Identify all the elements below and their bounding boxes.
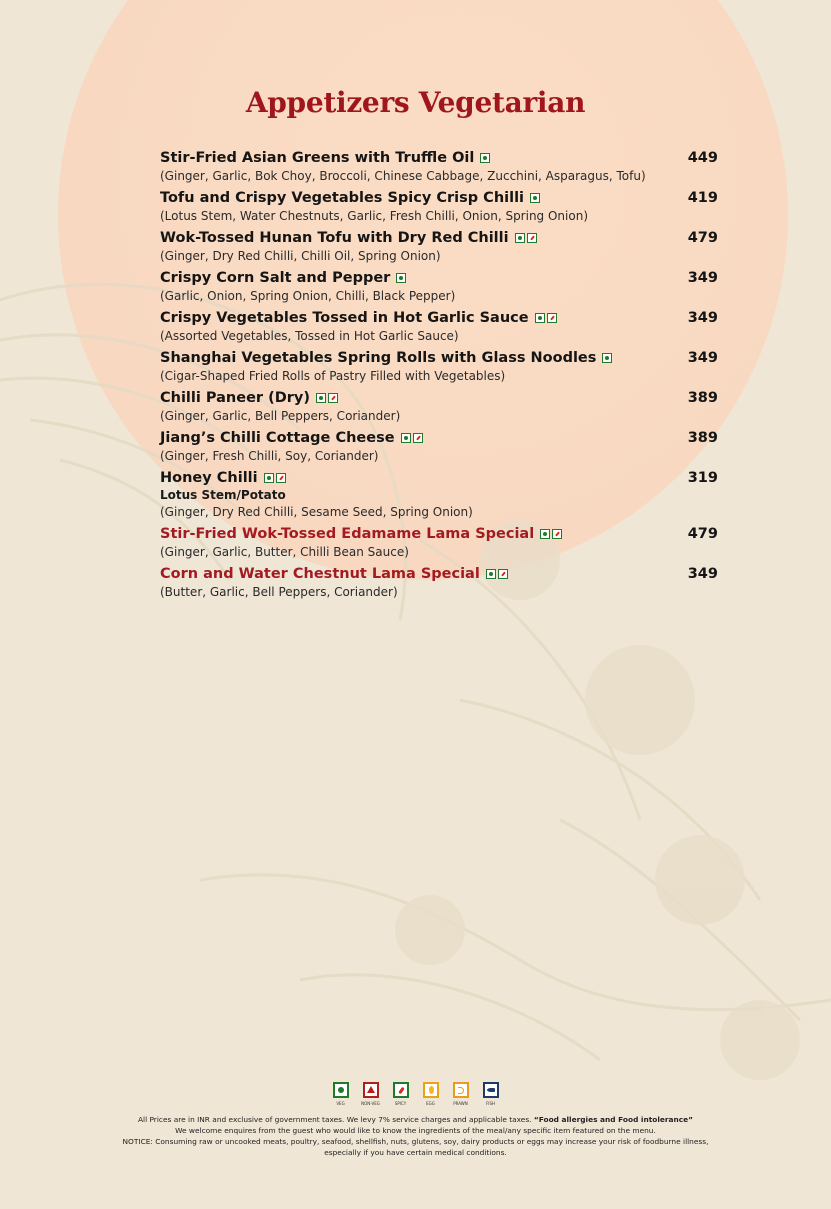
menu-item-name-text: Stir-Fried Wok-Tossed Edamame Lama Special: [160, 526, 535, 542]
menu-item-price: 349: [687, 566, 718, 582]
menu-item-description: (Ginger, Dry Red Chilli, Chilli Oil, Spring Onion): [160, 249, 441, 263]
menu-item: [160, 526, 718, 559]
menu-item-row: [160, 190, 718, 206]
menu-item-name-text: Jiang’s Chilli Cottage Cheese: [160, 430, 395, 446]
menu-item-name-text: Corn and Water Chestnut Lama Special: [160, 566, 480, 582]
menu-item-price: 419: [687, 190, 718, 206]
legend-item-fish: [482, 1082, 500, 1106]
menu-item-price: 449: [687, 150, 718, 166]
menu-item: [160, 230, 718, 263]
spicy-icon: [552, 529, 562, 539]
legend-label: NON-VEG: [361, 1101, 380, 1106]
menu-item-name: [160, 230, 537, 246]
fish-icon: [483, 1082, 499, 1098]
menu-item: [160, 190, 718, 223]
menu-item-name: [160, 190, 540, 206]
veg-icon: [535, 313, 545, 323]
page-title: Appetizers Vegetarian: [245, 86, 586, 119]
menu-item-name: [160, 270, 406, 286]
menu-item-icons: [515, 233, 537, 243]
menu-item-price: 319: [687, 470, 718, 486]
menu-item-name: [160, 310, 557, 326]
menu-item-name: [160, 566, 508, 582]
menu-item-price: 479: [687, 526, 718, 542]
legend-label: FISH: [485, 1101, 496, 1106]
footer-line-4: especially if you have certain medical conditions.: [324, 1148, 507, 1157]
menu-item-icons: [480, 153, 490, 163]
menu-item-name-text: Stir-Fried Asian Greens with Truffle Oil: [160, 150, 475, 166]
footer-notice: [0, 1114, 831, 1158]
menu-item-name: [160, 150, 490, 166]
menu-item-name: [160, 526, 562, 542]
menu-item-icons: [602, 353, 612, 363]
menu-item-price: 389: [687, 390, 718, 406]
veg-icon: [602, 353, 612, 363]
menu-item-price: 349: [687, 350, 718, 366]
footer-line-3: NOTICE: Consuming raw or uncooked meats, poultry, seafood, shellfish, nuts, glutens, soy, dairy products or eggs may increase your risk of foodburne illness,: [122, 1137, 709, 1146]
menu-item: [160, 350, 718, 383]
diet-legend: [0, 1082, 831, 1106]
spicy-icon: [413, 433, 423, 443]
menu-item-icons: [264, 473, 286, 483]
menu-item-description: (Ginger, Garlic, Bok Choy, Broccoli, Chinese Cabbage, Zucchini, Asparagus, Tofu): [160, 169, 646, 183]
menu-item-name-text: Crispy Corn Salt and Pepper: [160, 270, 391, 286]
legend-item-nonveg: [362, 1082, 380, 1106]
menu-item-icons: [401, 433, 423, 443]
menu-item-row: [160, 470, 718, 486]
menu-item: [160, 470, 718, 519]
menu-item-name-text: Shanghai Vegetables Spring Rolls with Glass Noodles: [160, 350, 597, 366]
footer-line-1: All Prices are in INR and exclusive of government taxes. We levy 7% service charges and applicable taxes. “Food allergies and Food intolerance”: [137, 1115, 694, 1124]
legend-item-prawn: [452, 1082, 470, 1106]
menu-item-name-text: Honey Chilli: [160, 470, 258, 486]
menu-item-row: [160, 230, 718, 246]
menu-item-price: 479: [687, 230, 718, 246]
legend-item-egg: [422, 1082, 440, 1106]
menu-item-name: [160, 350, 612, 366]
menu-item-row: [160, 270, 718, 286]
spicy-icon: [527, 233, 537, 243]
menu-item-icons: [535, 313, 557, 323]
menu-item-description: (Garlic, Onion, Spring Onion, Chilli, Black Pepper): [160, 289, 456, 303]
menu-item-description: (Ginger, Fresh Chilli, Soy, Coriander): [160, 449, 379, 463]
spicy-icon: [276, 473, 286, 483]
menu-item-description: (Ginger, Garlic, Butter, Chilli Bean Sauce): [160, 545, 409, 559]
menu-item-icons: [530, 193, 540, 203]
menu-item-description: (Ginger, Garlic, Bell Peppers, Coriander): [160, 409, 401, 423]
menu-item-row: [160, 390, 718, 406]
menu-item-name-text: Tofu and Crispy Vegetables Spicy Crisp Chilli: [160, 190, 525, 206]
veg-icon: [480, 153, 490, 163]
spicy-icon: [393, 1082, 409, 1098]
menu-item-row: [160, 566, 718, 582]
spicy-icon: [498, 569, 508, 579]
veg-icon: [333, 1082, 349, 1098]
veg-icon: [486, 569, 496, 579]
legend-label: PRAWN: [453, 1101, 468, 1106]
menu-item: [160, 150, 718, 183]
menu-item-row: [160, 350, 718, 366]
legend-item-veg: [332, 1082, 350, 1106]
veg-icon: [396, 273, 406, 283]
veg-icon: [530, 193, 540, 203]
menu-item-name: [160, 430, 423, 446]
menu-item-subtitle: Lotus Stem/Potato: [160, 488, 286, 502]
veg-icon: [316, 393, 326, 403]
menu-item-description: (Cigar-Shaped Fried Rolls of Pastry Filled with Vegetables): [160, 369, 506, 383]
menu-item-name: [160, 470, 286, 486]
menu-item-icons: [486, 569, 508, 579]
veg-icon: [401, 433, 411, 443]
menu-item-description: (Assorted Vegetables, Tossed in Hot Garlic Sauce): [160, 329, 459, 343]
footer-line-2: We welcome enquires from the guest who would like to know the ingredients of the meal/any specific item featured on the menu.: [175, 1126, 656, 1135]
menu-item-name-text: Chilli Paneer (Dry): [160, 390, 310, 406]
menu-item-row: [160, 430, 718, 446]
prawn-icon: [453, 1082, 469, 1098]
menu-item-name: [160, 390, 338, 406]
egg-icon: [423, 1082, 439, 1098]
menu-item-name-text: Wok-Tossed Hunan Tofu with Dry Red Chilli: [160, 230, 509, 246]
menu-item-description: (Ginger, Dry Red Chilli, Sesame Seed, Spring Onion): [160, 505, 473, 519]
menu-item-row: [160, 310, 718, 326]
menu-item-price: 349: [687, 270, 718, 286]
menu-item-price: 349: [687, 310, 718, 326]
menu-item-icons: [316, 393, 338, 403]
menu-item-icons: [540, 529, 562, 539]
menu-item-price: 389: [687, 430, 718, 446]
menu-item: [160, 390, 718, 423]
menu-item-description: (Butter, Garlic, Bell Peppers, Coriander): [160, 585, 398, 599]
legend-label: SPICY: [394, 1101, 407, 1106]
menu-item-row: [160, 150, 718, 166]
legend-label: EGG: [426, 1101, 435, 1106]
menu-list: [160, 150, 718, 606]
non-veg-icon: [363, 1082, 379, 1098]
veg-icon: [264, 473, 274, 483]
legend-label: VEG: [336, 1101, 345, 1106]
menu-item-name-text: Crispy Vegetables Tossed in Hot Garlic Sauce: [160, 310, 529, 326]
menu-item-icons: [396, 273, 406, 283]
menu-item-description: (Lotus Stem, Water Chestnuts, Garlic, Fresh Chilli, Onion, Spring Onion): [160, 209, 589, 223]
spicy-icon: [547, 313, 557, 323]
menu-item: [160, 566, 718, 599]
menu-item: [160, 270, 718, 303]
spicy-icon: [328, 393, 338, 403]
menu-item: [160, 430, 718, 463]
veg-icon: [515, 233, 525, 243]
menu-item-row: [160, 526, 718, 542]
menu-item: [160, 310, 718, 343]
legend-item-spicy: [392, 1082, 410, 1106]
veg-icon: [540, 529, 550, 539]
